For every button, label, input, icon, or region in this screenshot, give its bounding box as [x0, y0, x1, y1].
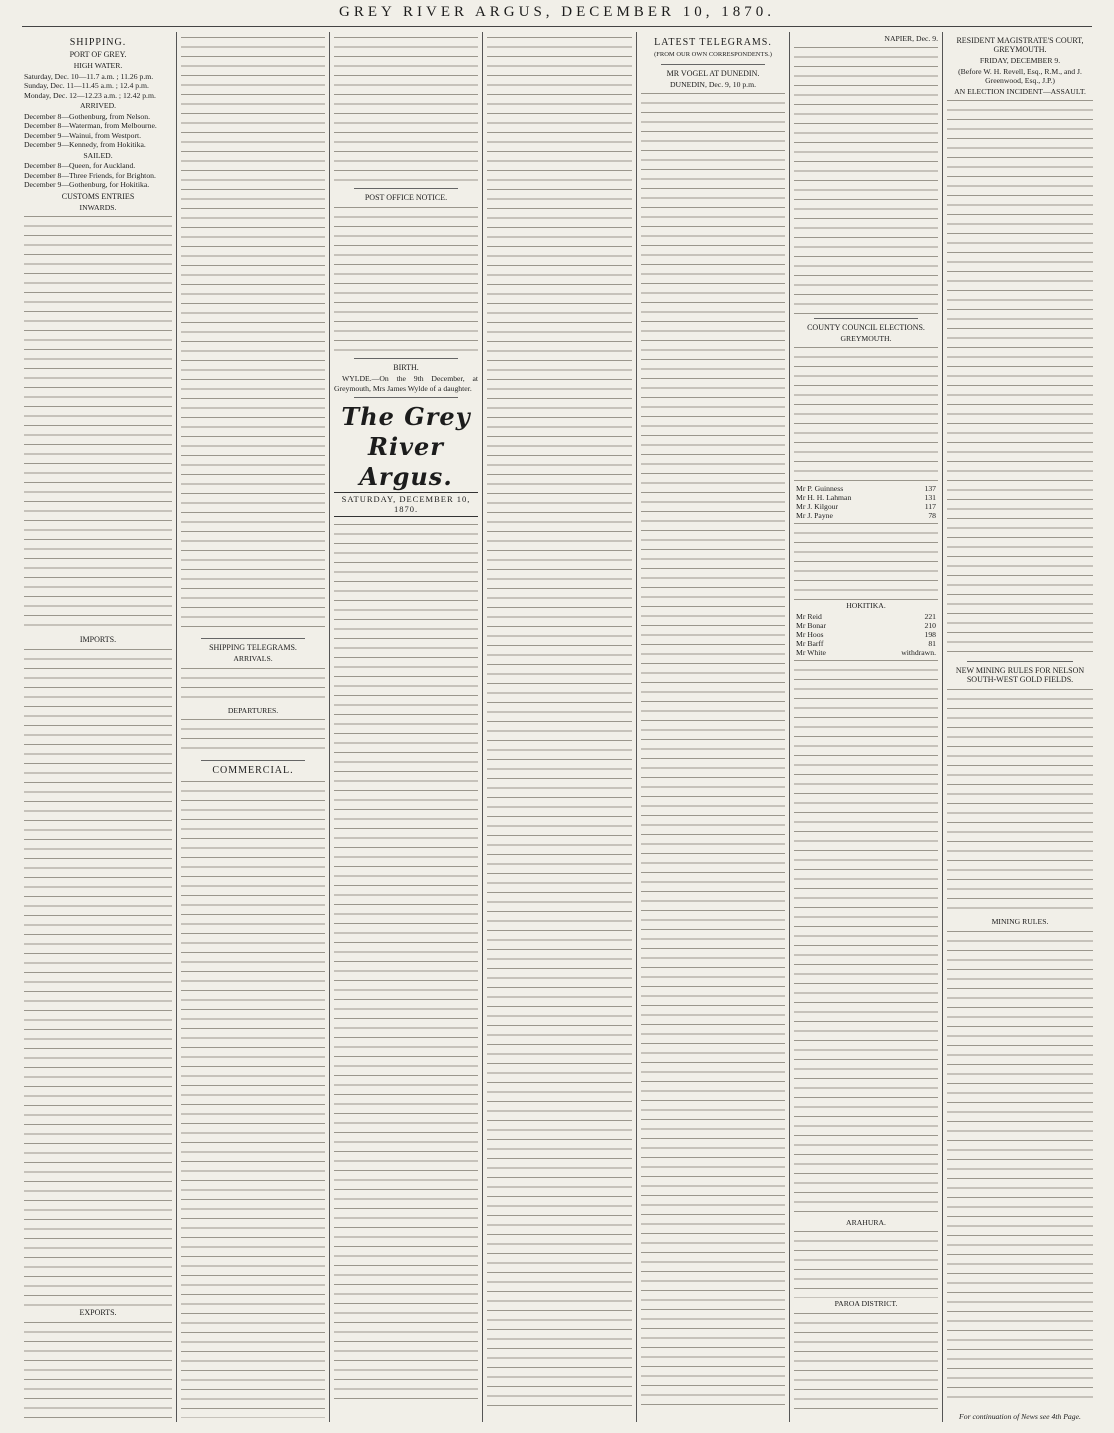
high-water-heading: HIGH WATER.: [73, 61, 123, 70]
post-office-body: [334, 204, 478, 354]
arrival-line: December 9—Kennedy, from Hokitika.: [24, 140, 146, 149]
court-case-heading: AN ELECTION INCIDENT—ASSAULT.: [954, 86, 1086, 96]
arrivals-heading: ARRIVALS.: [233, 654, 273, 663]
column-masthead: [334, 34, 478, 1419]
hokitika-body: [794, 657, 938, 1217]
column-rule: [482, 32, 483, 1422]
column-shipping-news: [181, 34, 325, 1419]
greymouth-heading: GREYMOUTH.: [840, 333, 892, 343]
table-row: Mr Reid 221: [796, 611, 936, 621]
arrivals-body: [181, 665, 325, 705]
greymouth-poll-table: [794, 484, 938, 520]
arahura-body: [794, 1228, 938, 1298]
high-water-line: Sunday, Dec. 11—11.45 a.m. ; 12.4 p.m.: [24, 81, 149, 90]
continuation-note: For continuation of News see 4th Page.: [959, 1412, 1081, 1421]
shipping-news-body: [181, 34, 325, 634]
table-row: Mr J. Payne 78: [796, 511, 936, 520]
telegram-body: [641, 90, 785, 1410]
table-row: Mr J. Kilgour 117: [796, 502, 936, 511]
table-row: Mr P. Guinness 137: [796, 484, 936, 493]
commercial-heading: COMMERCIAL.: [212, 765, 294, 776]
telegrams-subheading: (FROM OUR OWN CORRESPONDENTS.): [654, 51, 772, 58]
arahura-heading: ARAHURA.: [846, 1217, 886, 1227]
masthead-date: SATURDAY, DECEMBER 10, 1870.: [334, 492, 478, 517]
sailing-line: December 8—Three Friends, for Brighton.: [24, 170, 156, 180]
column-rule: [942, 32, 943, 1422]
mining-rules-body: [947, 928, 1093, 1398]
column-rule: [176, 32, 177, 1422]
mining-body: [947, 686, 1093, 916]
commercial-continued: [334, 34, 478, 184]
paroa-heading: PAROA DISTRICT.: [834, 1299, 898, 1308]
napier-dateline: NAPIER, Dec. 9.: [884, 34, 938, 43]
table-row: Mr Barff 81: [796, 638, 936, 648]
hokitika-heading: HOKITIKA.: [846, 601, 886, 610]
table-row: Mr H. H. Lahman 131: [796, 493, 936, 502]
table-row: Mr White withdrawn.: [796, 647, 936, 657]
port-heading: PORT OF GREY.: [69, 50, 127, 59]
high-water-line: Monday, Dec. 12—12.23 a.m. ; 12.42 p.m.: [24, 90, 156, 100]
shipping-telegrams-heading: SHIPPING TELEGRAMS.: [209, 643, 297, 652]
exports-body: [24, 1319, 172, 1419]
arrived-heading: ARRIVED.: [79, 101, 117, 110]
editorial-continued: [487, 34, 632, 1414]
departures-body: [181, 716, 325, 756]
top-rule: [22, 26, 1092, 27]
court-body: [947, 97, 1093, 657]
napier-body: [794, 44, 938, 314]
sailed-heading: SAILED.: [83, 150, 113, 160]
masthead-title: The Grey River Argus.: [341, 402, 471, 491]
commercial-body: [181, 778, 325, 1418]
sailing-line: December 8—Queen, for Auckland.: [24, 161, 136, 170]
mining-rules-heading: NEW MINING RULES FOR NELSON SOUTH-WEST GOLD FIELDS.: [955, 666, 1085, 684]
court-bench: (Before W. H. Revell, Esq., R.M., and J. Greenwood, Esq., J.P.): [958, 66, 1082, 85]
sailing-line: December 9—Gothenburg, for Hokitika.: [24, 180, 150, 189]
telegrams-heading: LATEST TELEGRAMS.: [654, 37, 772, 48]
high-water-line: Saturday, Dec. 10—11.7 a.m. ; 11.26 p.m.: [24, 71, 154, 81]
masthead: [334, 402, 478, 517]
column-rule: [329, 32, 330, 1422]
birth-notice: WYLDE.—On the 9th December, at Greymouth, Mrs James Wylde of a daughter.: [334, 374, 478, 393]
column-rule: [636, 32, 637, 1422]
customs-heading: CUSTOMS ENTRIES: [61, 191, 135, 201]
arrival-line: December 8—Waterman, from Melbourne.: [24, 121, 157, 130]
dunedin-dateline: DUNEDIN, Dec. 9, 10 p.m.: [669, 79, 757, 89]
imports-body: [24, 646, 172, 1306]
court-heading: RESIDENT MAGISTRATE'S COURT, GREYMOUTH.: [956, 36, 1084, 54]
mining-rules-subheading: MINING RULES.: [991, 917, 1049, 926]
hokitika-poll-table: [794, 612, 938, 657]
county-elections-heading: COUNTY COUNCIL ELECTIONS.: [807, 322, 925, 332]
column-rule: [789, 32, 790, 1422]
greymouth-body: [794, 344, 938, 484]
table-row: Mr Hoos 198: [796, 629, 936, 639]
court-date: FRIDAY, DECEMBER 9.: [979, 56, 1061, 65]
arrival-line: December 9—Wainui, from Westport.: [24, 130, 142, 140]
greymouth-result-body: [794, 520, 938, 600]
customs-body: [24, 213, 172, 633]
birth-heading: BIRTH.: [393, 363, 419, 372]
imports-heading: IMPORTS.: [79, 635, 117, 644]
column-court: [947, 34, 1093, 1419]
post-office-heading: POST OFFICE NOTICE.: [364, 193, 448, 202]
arrival-line: December 8—Gothenburg, from Nelson.: [24, 111, 151, 121]
column-editorial: [487, 34, 632, 1419]
departures-heading: DEPARTURES.: [227, 705, 279, 715]
column-elections: [794, 34, 938, 1419]
running-title: GREY RIVER ARGUS, DECEMBER 10, 1870.: [339, 4, 775, 20]
shipping-heading: SHIPPING.: [69, 37, 127, 48]
column-telegrams: [641, 34, 785, 1419]
editorial-body: [334, 521, 478, 1401]
paroa-body: [794, 1310, 938, 1410]
vogel-heading: MR VOGEL AT DUNEDIN.: [666, 68, 760, 78]
exports-heading: EXPORTS.: [79, 1308, 117, 1317]
inwards-heading: INWARDS.: [79, 202, 117, 212]
table-row: Mr Bonar 210: [796, 620, 936, 630]
column-shipping: [24, 34, 172, 1419]
